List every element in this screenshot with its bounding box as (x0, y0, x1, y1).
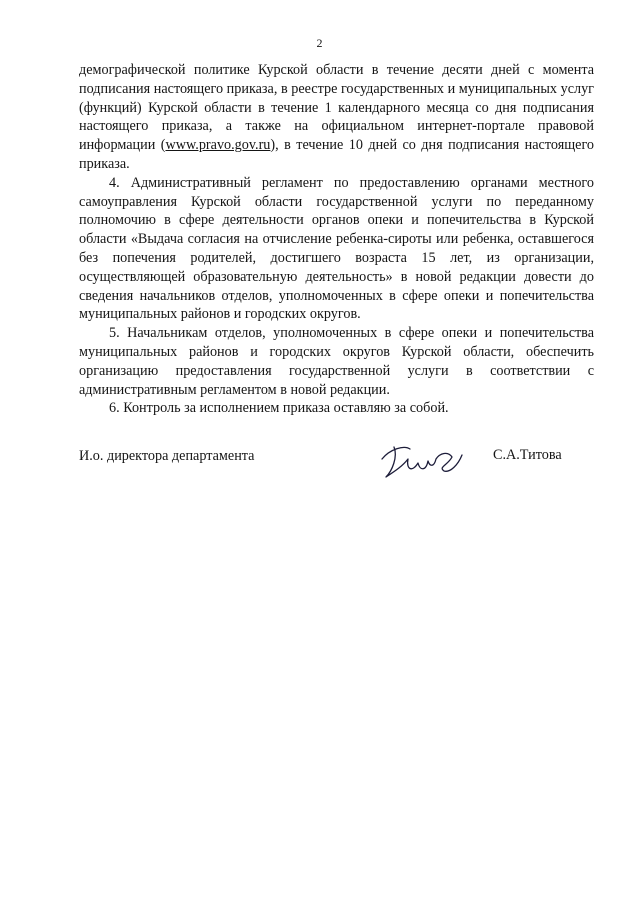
signatory-name: С.А.Титова (493, 447, 562, 463)
paragraph-item-4: 4. Административный регламент по предоставлению органами местного самоуправления Курской области государственной услуги по переданному полномочию в сфере деятельности органов опеки и попечительства в Курской области «Выдача согласия на отчисление ребенка-сироты или ребенка, оставшегося без попечения родителей, достигшего возраста 15 лет, из организации, осуществляющей образовательную деятельность» в новой редакции довести до сведения начальников отделов, уполномоченных в сфере опеки и попечительства муниципальных районов и городских округов. (79, 174, 594, 323)
paragraph-continuation-text-end: ), в течение 10 дней со дня подписания настоящего приказа. (79, 137, 594, 172)
handwritten-signature (376, 437, 486, 487)
paragraph-continuation (79, 61, 594, 174)
signatory-title: И.о. директора департамента (79, 448, 255, 464)
paragraph-item-6: 6. Контроль за исполнением приказа оставляю за собой. (109, 400, 449, 417)
paragraph-continuation-text-start: демографической политике Курской области в течение десяти дней с момента подписания настоящего приказа, в реестре государственных и муниципальных услуг (функций) Курской области в течение 1 календарного месяца со дня подписания настоящего приказа, а также на официальном интернет-портале правовой информации ( (79, 62, 594, 154)
document-body (79, 61, 594, 418)
pravo-gov-link[interactable]: www.pravo.gov.ru (165, 137, 271, 154)
page-number: 2 (316, 36, 323, 50)
paragraph-item-5: 5. Начальникам отделов, уполномоченных в сфере опеки и попечительства муниципальных районов и городских округов Курской области, обеспечить организацию предоставления государственной услуги в соответствии с административным регламентом в новой редакции. (79, 325, 594, 398)
